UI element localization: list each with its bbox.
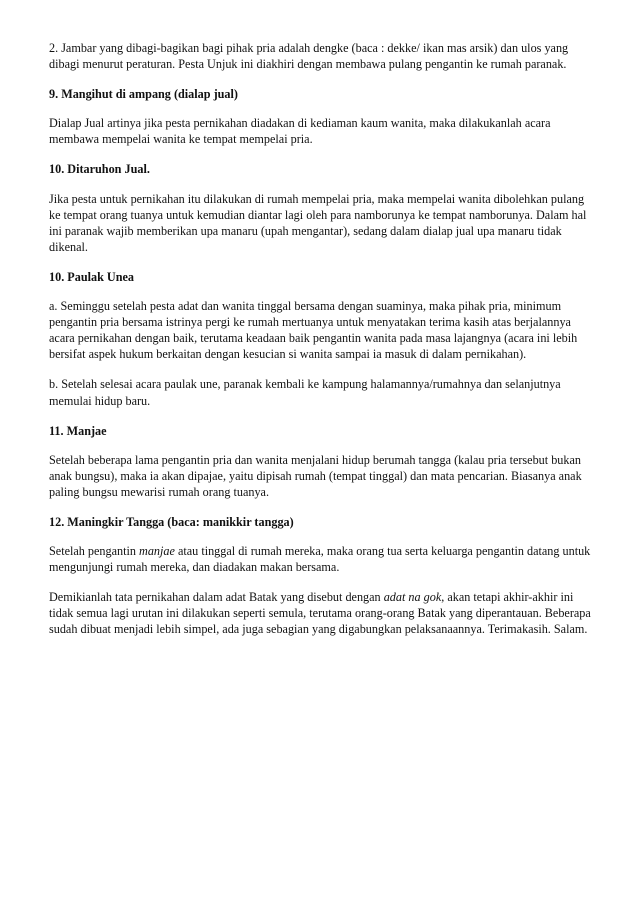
paragraph-paulak-unea-b: b. Setelah selesai acara paulak une, paranak kembali ke kampung halamannya/rumahnya dan selanjutnya memulai hidup baru. <box>49 377 561 408</box>
text-run: atau tinggal di rumah mereka, maka orang tua serta keluarga pengantin datang untuk mengunjungi rumah mereka, dan diadakan makan bersama. <box>49 544 591 575</box>
paragraph-jambar: 2. Jambar yang dibagi-bagikan bagi pihak pria adalah dengke (baca : dekke/ ikan mas arsik) dan ulos yang dibagi menurut peraturan. Pesta Unjuk ini diakhiri dengan membawa pulang pengantin ke rumah paranak. <box>49 41 569 72</box>
paragraph-dialap-jual: Dialap Jual artinya jika pesta pernikahan diadakan di kediaman kaum wanita, maka dilakukanlah acara membawa mempelai wanita ke tempat mempelai pria. <box>49 116 551 147</box>
heading-manjae: 11. Manjae <box>49 423 107 438</box>
italic-term-manjae: manjae <box>139 544 175 559</box>
paragraph-ditaruhon-jual: Jika pesta untuk pernikahan itu dilakukan di rumah mempelai pria, maka mempelai wanita dibolehkan pulang ke tempat orang tuanya untuk kemudian diantar lagi oleh para namborunya ke tempat namborunya. Dalam hal ini paranak wajib memberikan upa manaru (upah mengantar), sedang dalam dialap jual upa manaru tidak dikenal. <box>49 191 587 254</box>
paragraph-manjae: Setelah beberapa lama pengantin pria dan wanita menjalani hidup berumah tangga (kalau pria tersebut bukan anak bungsu), maka ia akan dipajae, yaitu dipisah rumah (tempat tinggal) dan mata pencarian. Biasanya anak paling bungsu mewarisi rumah orang tuanya. <box>49 452 582 499</box>
heading-maningkir-tangga: 12. Maningkir Tangga (baca: manikkir tangga) <box>49 514 294 529</box>
heading-ditaruhon-jual: 10. Ditaruhon Jual. <box>49 162 150 177</box>
text-run: , akan tetapi akhir-akhir ini tidak semua lagi urutan ini dilakukan seperti semula, terutama orang-orang Batak yang diperantauan. Beberapa sudah dibuat menjadi lebih simpel, ada juga sebagian yang digabungkan pelaksanaannya. Terimakasih. Salam. <box>49 590 591 637</box>
document-page <box>49 40 594 652</box>
heading-mangihut-di-ampang: 9. Mangihut di ampang (dialap jual) <box>49 87 238 102</box>
text-run: Demikianlah tata pernikahan dalam adat Batak yang disebut dengan <box>49 590 384 605</box>
paragraph-closing <box>49 589 594 637</box>
paragraph-maningkir-tangga <box>49 543 594 575</box>
heading-paulak-unea: 10. Paulak Unea <box>49 269 134 284</box>
italic-term-adat-na-gok: adat na gok <box>383 590 442 605</box>
paragraph-paulak-unea-a: a. Seminggu setelah pesta adat dan wanita tinggal bersama dengan suaminya, maka pihak pria, minimum pengantin pria bersama istrinya pergi ke rumah mertuanya untuk menyatakan terima kasih atas berjalannya acara pernikahan dengan baik, terutama keadaan baik pengantin wanita pada masa lajangnya (acara ini lebih bersifat aspek hukum berkaitan dengan kesucian si wanita sampai ia masuk di dalam pernikahan). <box>49 299 578 362</box>
text-run: Setelah pengantin <box>49 544 140 559</box>
